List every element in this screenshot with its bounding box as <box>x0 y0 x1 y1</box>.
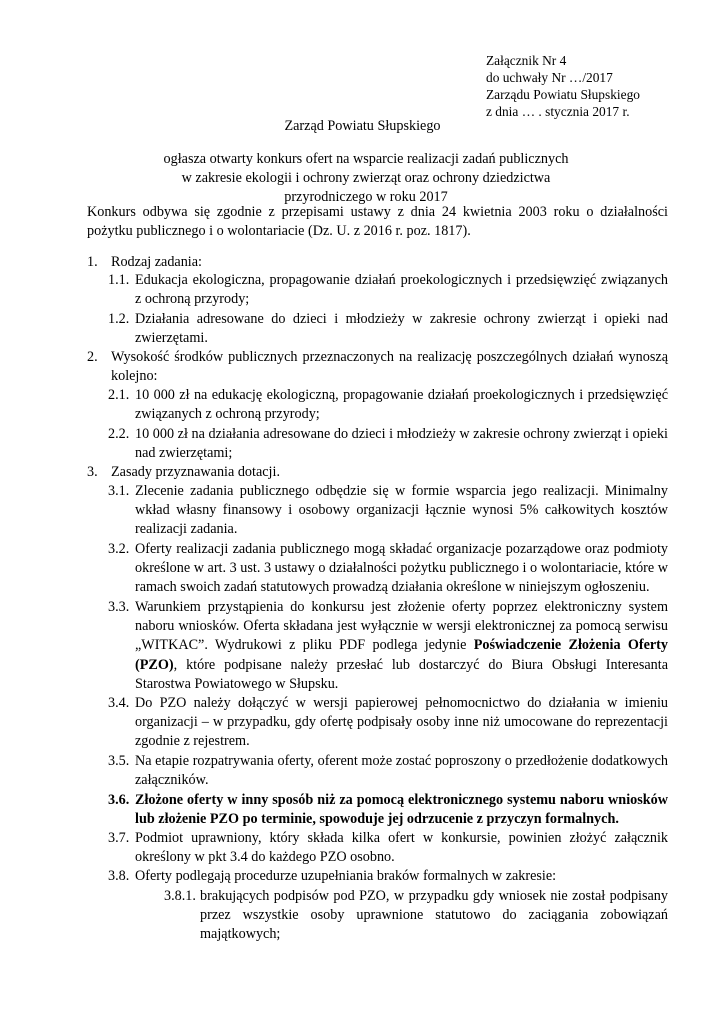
section-heading: Rodzaj zadania: <box>111 254 202 270</box>
item-text: Edukacja ekologiczna, propagowanie działań proekologicznych i przedsięwzięć związanych z ochroną przyrody; <box>135 272 668 308</box>
section-number: 2. <box>87 349 98 365</box>
item-number: 3.5. <box>108 753 130 769</box>
item-number: 3.3. <box>108 599 130 615</box>
item-number: 3.4. <box>108 695 130 711</box>
intro-paragraph: Konkurs odbywa się zgodnie z przepisami ustawy z dnia 24 kwietnia 2003 roku o działalności pożytku publicznego i o wolontariacie (Dz. U. z 2016 r. poz. 1817). <box>87 204 668 240</box>
item-text: Oferty podlegają procedurze uzupełniania braków formalnych w zakresie: <box>135 868 557 884</box>
pzo-bold-term: Poświadczenie Złożenia Oferty <box>473 637 668 654</box>
annex-line: do uchwały Nr …/2017 <box>486 70 613 85</box>
annex-line: Załącznik Nr 4 <box>486 53 567 68</box>
item-number: 2.1. <box>108 387 130 403</box>
item-number: 1.1. <box>108 272 130 288</box>
item-text: Do PZO należy dołączyć w wersji papierowej pełnomocnictwo do działania w imieniu organizacji – w przypadku, gdy ofertę podpisały osoby inne niż umocowane do reprezentacji zgodnie z rejestrem. <box>135 695 668 750</box>
item-number: 3.1. <box>108 483 130 499</box>
item-number: 3.2. <box>108 541 130 557</box>
item-text <box>135 598 668 694</box>
item-number: 2.2. <box>108 426 130 442</box>
announcement-title: ogłasza otwarty konkurs ofert na wsparcie realizacji zadań publicznych w zakresie ekologii i ochrony zwierząt oraz ochrony dziedzictwa przyrodniczego w roku 2017 <box>163 151 569 206</box>
item-text: Podmiot uprawniony, który składa kilka ofert w konkursie, powinien złożyć załącznik określony w pkt 3.4 do każdego PZO osobno. <box>135 830 668 866</box>
item-text-bold: Złożone oferty w inny sposób niż za pomocą elektronicznego systemu naboru wniosków lub złożenie PZO po terminie, spowoduje jej odrzucenie z przyczyn formalnych. <box>135 792 668 828</box>
item-text: 10 000 zł na działania adresowane do dzieci i młodzieży w zakresie ochrony zwierząt i opieki nad zwierzętami; <box>135 426 668 462</box>
annex-line: z dnia … . stycznia 2017 r. <box>486 104 630 119</box>
subitem-number: 3.8.1. <box>164 888 196 904</box>
section-heading: Zasady przyznawania dotacji. <box>111 464 280 480</box>
section-heading: Wysokość środków publicznych przeznaczonych na realizację poszczególnych działań wynoszą kolejno: <box>111 349 668 385</box>
item-text: Działania adresowane do dzieci i młodzieży w zakresie ochrony zwierząt i opieki nad zwierzętami. <box>135 311 668 347</box>
item-number: 3.7. <box>108 830 130 846</box>
section-number: 3. <box>87 464 98 480</box>
pzo-bold-abbrev: (PZO) <box>135 656 174 673</box>
item-text-part: , które podpisane należy przesłać lub dostarczyć do Biura Obsługi Interesanta Starostwa Powiatowego w Słupsku. <box>135 656 668 692</box>
item-number: 1.2. <box>108 311 130 327</box>
issuer-heading: Zarząd Powiatu Słupskiego <box>284 118 441 134</box>
item-number: 3.6. <box>108 792 130 808</box>
annex-line: Zarządu Powiatu Słupskiego <box>486 87 640 102</box>
item-text: Zlecenie zadania publicznego odbędzie się w formie wsparcia jego realizacji. Minimalny wkład własny finansowy i osobowy organizacji łącznie wynosi 5% całkowitych kosztów realizacji zadania. <box>135 483 668 538</box>
item-text: Na etapie rozpatrywania oferty, oferent może zostać poproszony o przedłożenie dodatkowych załączników. <box>135 753 668 789</box>
item-number: 3.8. <box>108 868 130 884</box>
subitem-text: brakujących podpisów pod PZO, w przypadku gdy wniosek nie został podpisany przez wszystkie osoby uprawnione statutowo do zaciągania zobowiązań majątkowych; <box>200 888 668 943</box>
item-text-part: Warunkiem przystąpienia do konkursu jest złożenie oferty poprzez elektroniczny system naboru wniosków. Oferta składana jest wyłącznie w wersji elektronicznej za pomocą serwisu „WITKAC”. Wydrukowi z pliku PDF podlega jedynie <box>135 599 668 654</box>
section-number: 1. <box>87 254 98 270</box>
annex-reference <box>486 52 640 120</box>
item-text: Oferty realizacji zadania publicznego mogą składać organizacje pozarządowe oraz podmioty określone w art. 3 ust. 3 ustawy o działalności pożytku publicznego i o wolontariacie, które w ramach swoich zadań statutowych prowadzą działania określone w niniejszym ogłoszeniu. <box>135 541 668 596</box>
item-text: 10 000 zł na edukację ekologiczną, propagowanie działań proekologicznych i przedsięwzięć związanych z ochroną przyrody; <box>135 387 668 423</box>
